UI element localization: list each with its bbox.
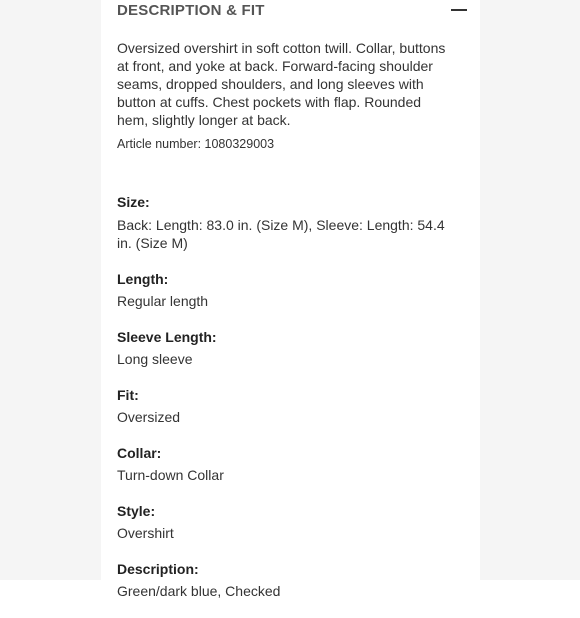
detail-value: Long sleeve: [117, 351, 193, 367]
detail-value: Oversized: [117, 409, 181, 425]
detail-label: Length:: [117, 271, 169, 287]
left-margin: [0, 0, 101, 580]
detail-size: [117, 193, 457, 252]
detail-fit: [117, 386, 457, 426]
detail-value: Overshirt: [117, 525, 174, 541]
detail-length: [117, 270, 457, 310]
detail-label: Size:: [117, 194, 150, 210]
accordion-header[interactable]: [117, 0, 467, 22]
product-description: Oversized overshirt in soft cotton twill. Collar, buttons at front, and yoke at back. Forward-facing shoulder seams, dropped shoulders, and long sleeves with button at cuffs. Chest pockets with flap. Rounded hem, slightly longer at back.: [117, 40, 446, 128]
section-title: DESCRIPTION & FIT: [117, 2, 265, 19]
description-fit-panel: [101, 0, 480, 599]
article-number: Article number: 1080329003: [117, 137, 275, 151]
detail-label: Fit:: [117, 387, 139, 403]
product-details-list: [117, 193, 457, 618]
detail-style: [117, 502, 457, 542]
detail-value: Green/dark blue, Checked: [117, 583, 281, 599]
detail-description: [117, 560, 457, 600]
detail-value: Regular length: [117, 293, 209, 309]
detail-label: Sleeve Length:: [117, 329, 217, 345]
detail-label: Collar:: [117, 445, 162, 461]
detail-collar: [117, 444, 457, 484]
detail-value: Back: Length: 83.0 in. (Size M), Sleeve: Length: 54.4 in. (Size M): [117, 217, 445, 251]
detail-label: Style:: [117, 503, 156, 519]
detail-value: Turn-down Collar: [117, 467, 224, 483]
detail-label: Description:: [117, 561, 199, 577]
minus-icon[interactable]: [451, 9, 467, 11]
right-margin: [480, 0, 580, 580]
detail-sleeve-length: [117, 328, 457, 368]
